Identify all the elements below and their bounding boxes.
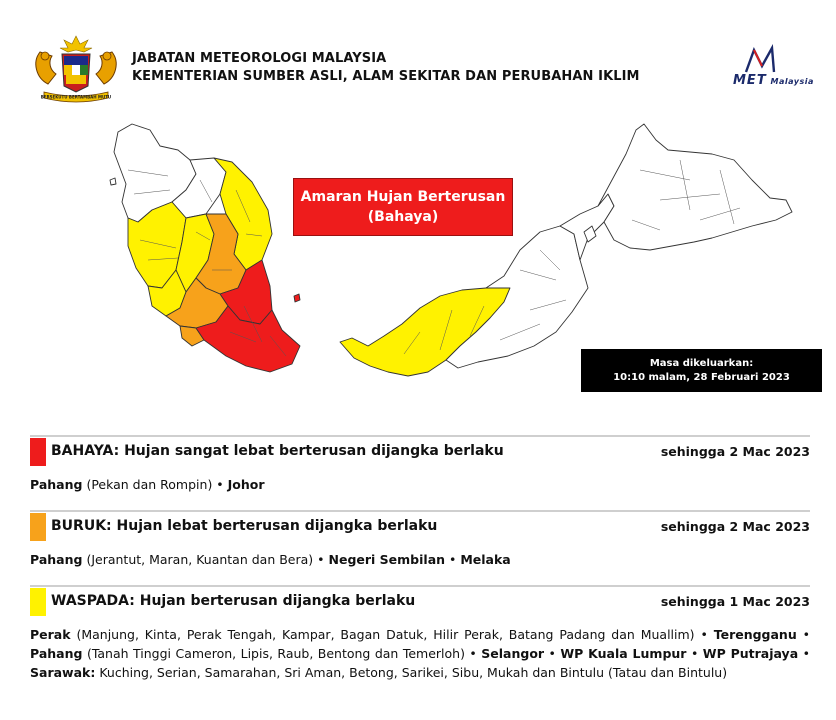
warning-title-line-1: Amaran Hujan Berterusan [300, 189, 506, 205]
crest-motto: BERSEKUTU BERTAMBAH MUTU [40, 94, 112, 100]
bahaya-areas: Pahang (Pekan dan Rompin) • Johor [30, 477, 265, 492]
area-detail: (Jerantut, Maran, Kuantan dan Bera) [86, 552, 314, 567]
divider [30, 585, 810, 587]
area-state: Perak [30, 627, 71, 642]
issued-label: Masa dikeluarkan: [649, 357, 754, 369]
waspada-heading: WASPADA: Hujan berterusan dijangka berlaku [51, 593, 416, 609]
area-detail: (Manjung, Kinta, Perak Tengah, Kampar, Bagan Datuk, Hilir Perak, Batang Padang dan Muallim) [76, 627, 695, 642]
area-state: WP Putrajaya [702, 646, 799, 661]
buruk-areas: Pahang (Jerantut, Maran, Kuantan dan Bera) • Negeri Sembilan • Melaka [30, 552, 511, 567]
warning-map [0, 110, 836, 420]
map-island-north [110, 178, 116, 185]
issued-time-box [581, 349, 822, 392]
level-buruk [30, 510, 810, 570]
bahaya-until: sehingga 2 Mac 2023 [660, 444, 810, 459]
warning-title-box [293, 178, 513, 236]
bahaya-heading: BAHAYA: Hujan sangat lebat berterusan dijangka berlaku [51, 443, 504, 459]
area-state: WP Kuala Lumpur [560, 646, 687, 661]
warning-title-line-2: (Bahaya) [367, 209, 439, 225]
level-bahaya [30, 435, 810, 495]
area-state: Pahang [30, 477, 83, 492]
map-region-sabah [598, 124, 792, 250]
area-detail: (Tanah Tinggi Cameron, Lipis, Raub, Bentong dan Temerloh) [86, 646, 465, 661]
met-logo-word: MET [733, 73, 767, 88]
met-logo-text [733, 73, 814, 88]
waspada-until: sehingga 1 Mac 2023 [660, 594, 810, 609]
org-line-2: KEMENTERIAN SUMBER ASLI, ALAM SEKITAR DAN PERUBAHAN IKLIM [132, 69, 640, 84]
area-state: Negeri Sembilan [328, 552, 446, 567]
buruk-heading: BURUK: Hujan lebat berterusan dijangka berlaku [51, 518, 438, 534]
level-waspada [30, 585, 810, 715]
area-state: Johor [227, 477, 265, 492]
area-state: Pahang [30, 646, 83, 661]
issued-time: 10:10 malam, 28 Februari 2023 [613, 371, 790, 383]
area-detail: (Pekan dan Rompin) [86, 477, 213, 492]
met-logo-country: Malaysia [770, 77, 814, 86]
area-state: Sarawak: [30, 665, 96, 680]
header [0, 0, 836, 110]
area-state: Terengganu [713, 627, 797, 642]
area-detail: Kuching, Serian, Samarahan, Sri Aman, Betong, Sarikei, Sibu, Mukah dan Bintulu (Tatau dan Bintulu) [99, 665, 728, 680]
buruk-until: sehingga 2 Mac 2023 [660, 519, 810, 534]
bahaya-swatch [30, 438, 46, 466]
org-line-1: JABATAN METEOROLOGI MALAYSIA [132, 51, 387, 66]
area-state: Selangor [481, 646, 545, 661]
divider [30, 435, 810, 437]
divider [30, 510, 810, 512]
waspada-areas: Perak (Manjung, Kinta, Perak Tengah, Kampar, Bagan Datuk, Hilir Perak, Batang Padang dan Muallim) • Terengganu • Pahang (Tanah Tinggi Cameron, Lipis, Raub, Bentong dan Temerloh) • Selangor • WP Kuala Lumpur • WP Putrajaya • Sarawak: Kuching, Serian, Samarahan, Sri Aman, Betong, Sarikei, Sibu, Mukah dan Bintulu (Tatau dan Bintulu) [30, 627, 810, 680]
organisation-name [132, 50, 640, 86]
map-island-east [294, 294, 300, 302]
area-state: Melaka [460, 552, 511, 567]
coat-of-arms-icon [26, 34, 126, 104]
area-state: Pahang [30, 552, 83, 567]
buruk-swatch [30, 513, 46, 541]
waspada-swatch [30, 588, 46, 616]
